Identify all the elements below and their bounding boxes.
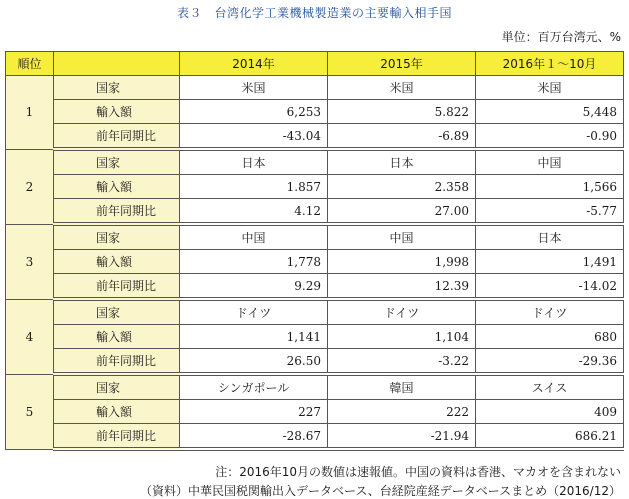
row-label: 国家 bbox=[54, 224, 180, 250]
country-cell: 韓国 bbox=[328, 374, 476, 400]
rank-cell: 4 bbox=[6, 299, 54, 374]
header-2016: 2016年１～10月 bbox=[476, 52, 624, 76]
import-value-cell: 409 bbox=[476, 400, 624, 424]
country-cell: 米国 bbox=[328, 76, 476, 100]
yoy-value-cell: 9.29 bbox=[180, 274, 328, 300]
yoy-value-cell: -14.02 bbox=[476, 274, 624, 300]
import-value-cell: 1,491 bbox=[476, 250, 624, 274]
table-row bbox=[6, 175, 624, 199]
yoy-value-cell: -28.67 bbox=[180, 424, 328, 450]
table-row bbox=[6, 100, 624, 124]
yoy-value-cell: 26.50 bbox=[180, 349, 328, 375]
country-cell: 日本 bbox=[180, 149, 328, 175]
import-value-cell: 1,566 bbox=[476, 175, 624, 199]
yoy-value-cell: -3.22 bbox=[328, 349, 476, 375]
yoy-value-cell: -6.89 bbox=[328, 124, 476, 150]
country-cell: 日本 bbox=[476, 224, 624, 250]
row-label: 国家 bbox=[54, 76, 180, 100]
yoy-value-cell: 686.21 bbox=[476, 424, 624, 450]
header-rank: 順位 bbox=[6, 52, 54, 76]
table-row bbox=[6, 224, 624, 250]
country-cell: 中国 bbox=[476, 149, 624, 175]
import-value-cell: 222 bbox=[328, 400, 476, 424]
row-label: 輸入額 bbox=[54, 250, 180, 274]
country-cell: ドイツ bbox=[476, 299, 624, 325]
header-2014: 2014年 bbox=[180, 52, 328, 76]
country-cell: スイス bbox=[476, 374, 624, 400]
row-label: 国家 bbox=[54, 149, 180, 175]
row-label: 国家 bbox=[54, 374, 180, 400]
source-note: （資料）中華民国税関輸出入データベース、台経院産経データベースまとめ（2016/12） bbox=[139, 484, 621, 498]
country-cell: ドイツ bbox=[328, 299, 476, 325]
header-label-blank bbox=[54, 52, 180, 76]
row-label: 前年同期比 bbox=[54, 274, 180, 300]
country-cell: 日本 bbox=[328, 149, 476, 175]
row-label: 国家 bbox=[54, 299, 180, 325]
table-row bbox=[6, 250, 624, 274]
table-row bbox=[6, 400, 624, 424]
yoy-value-cell: -5.77 bbox=[476, 199, 624, 225]
rank-cell: 5 bbox=[6, 374, 54, 449]
yoy-value-cell: -43.04 bbox=[180, 124, 328, 150]
import-value-cell: 1.857 bbox=[180, 175, 328, 199]
country-cell: 米国 bbox=[476, 76, 624, 100]
header-row bbox=[6, 52, 624, 76]
rank-cell: 1 bbox=[6, 76, 54, 150]
country-cell: 米国 bbox=[180, 76, 328, 100]
table-row bbox=[6, 199, 624, 225]
table-row bbox=[6, 149, 624, 175]
import-value-cell: 5,448 bbox=[476, 100, 624, 124]
import-value-cell: 1,141 bbox=[180, 325, 328, 349]
table-row bbox=[6, 349, 624, 375]
import-value-cell: 2.358 bbox=[328, 175, 476, 199]
country-cell: 中国 bbox=[328, 224, 476, 250]
row-label: 輸入額 bbox=[54, 325, 180, 349]
footnote: 注：2016年10月の数値は速報値。中国の資料は香港、マカオを含まれない bbox=[215, 465, 621, 479]
yoy-value-cell: -0.90 bbox=[476, 124, 624, 150]
import-value-cell: 5.822 bbox=[328, 100, 476, 124]
import-value-cell: 1,998 bbox=[328, 250, 476, 274]
unit-label: 単位：百万台湾元、% bbox=[501, 30, 621, 44]
table-row bbox=[6, 76, 624, 100]
rank-cell: 3 bbox=[6, 224, 54, 299]
table-row bbox=[6, 274, 624, 300]
import-value-cell: 680 bbox=[476, 325, 624, 349]
import-partners-table bbox=[5, 51, 624, 451]
import-value-cell: 1,778 bbox=[180, 250, 328, 274]
table-row bbox=[6, 124, 624, 150]
country-cell: 中国 bbox=[180, 224, 328, 250]
row-label: 前年同期比 bbox=[54, 424, 180, 450]
row-label: 前年同期比 bbox=[54, 199, 180, 225]
row-label: 前年同期比 bbox=[54, 349, 180, 375]
row-label: 輸入額 bbox=[54, 400, 180, 424]
row-label: 輸入額 bbox=[54, 100, 180, 124]
rank-cell: 2 bbox=[6, 149, 54, 224]
yoy-value-cell: -29.36 bbox=[476, 349, 624, 375]
yoy-value-cell: 12.39 bbox=[328, 274, 476, 300]
import-value-cell: 227 bbox=[180, 400, 328, 424]
yoy-value-cell: 27.00 bbox=[328, 199, 476, 225]
table-row bbox=[6, 424, 624, 450]
import-value-cell: 6,253 bbox=[180, 100, 328, 124]
country-cell: シンガポール bbox=[180, 374, 328, 400]
table-body bbox=[6, 76, 624, 450]
import-value-cell: 1,104 bbox=[328, 325, 476, 349]
header-2015: 2015年 bbox=[328, 52, 476, 76]
table-row bbox=[6, 325, 624, 349]
row-label: 輸入額 bbox=[54, 175, 180, 199]
row-label: 前年同期比 bbox=[54, 124, 180, 150]
yoy-value-cell: -21.94 bbox=[328, 424, 476, 450]
country-cell: ドイツ bbox=[180, 299, 328, 325]
yoy-value-cell: 4.12 bbox=[180, 199, 328, 225]
table-title: 表３ 台湾化学工業機械製造業の主要輸入相手国 bbox=[176, 6, 452, 20]
table-row bbox=[6, 374, 624, 400]
table-row bbox=[6, 299, 624, 325]
